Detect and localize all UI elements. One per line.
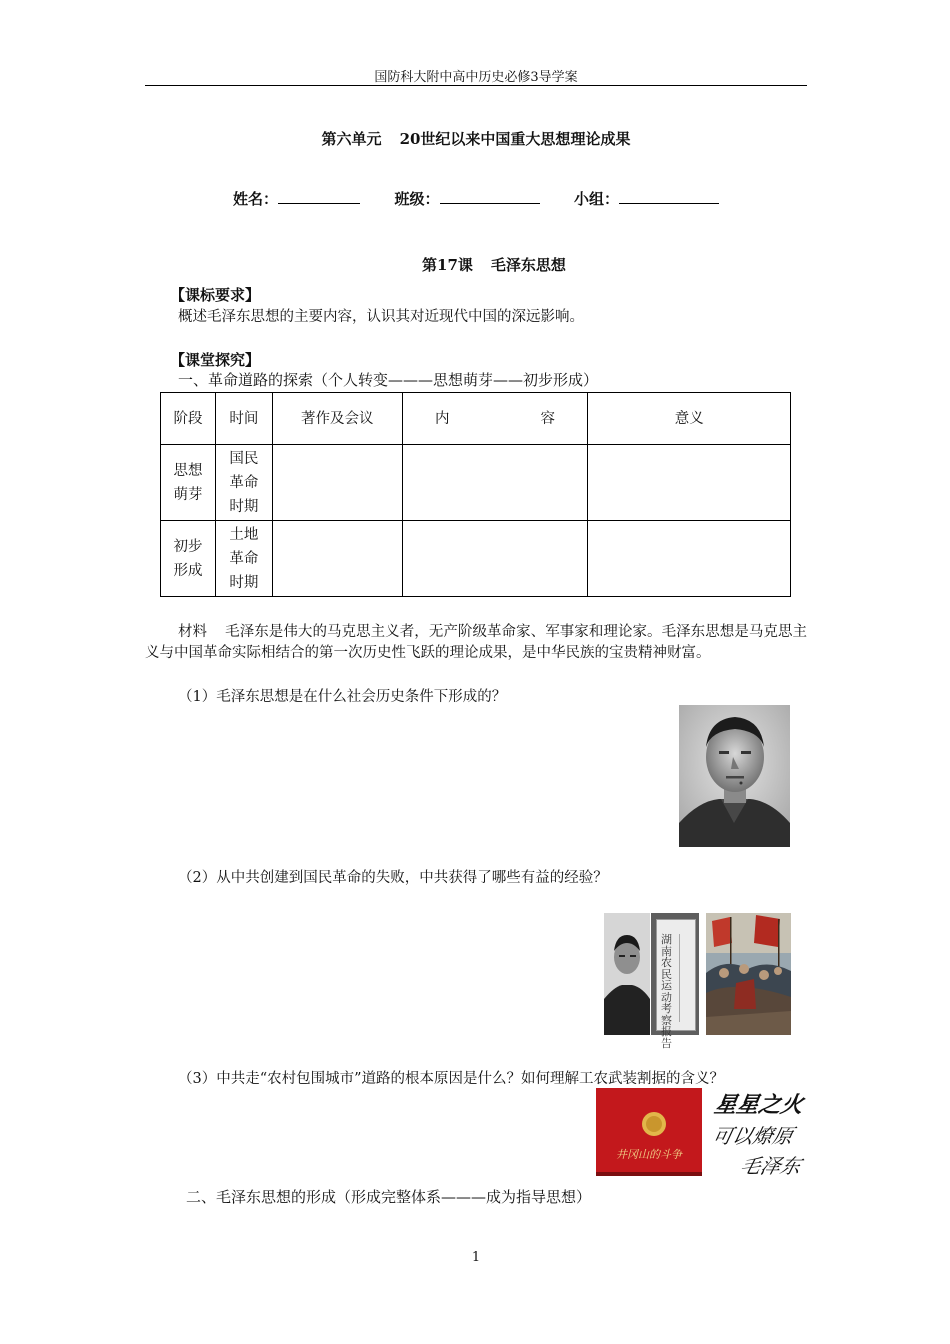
material-label: 材料 (178, 624, 208, 640)
header-time: 时间 (215, 393, 272, 445)
table-header-row (161, 393, 791, 445)
calligraphy-signature: 毛泽东 (737, 1154, 804, 1178)
table-row (161, 445, 791, 521)
section-one-heading: 一、革命道路的探索（个人转变———思想萌芽——初步形成） (178, 371, 599, 389)
book-cover-image (651, 913, 699, 1050)
unit-title (145, 128, 807, 149)
name-label: 姓名： (233, 190, 279, 208)
student-info (145, 188, 807, 209)
lesson-name: 毛泽东思想 (490, 256, 566, 274)
table-row (161, 521, 791, 597)
inquiry-heading: 【课堂探究】 (170, 351, 261, 369)
class-label: 班级： (394, 190, 440, 208)
group-field[interactable] (619, 189, 719, 204)
calligraphy-line-1: 星星之火 (712, 1092, 806, 1118)
unit-theme: 20世纪以来中国重大思想理论成果 (399, 130, 631, 148)
young-mao-photo (604, 913, 650, 1035)
section-two-heading: 二、毛泽东思想的形成（形成完整体系———成为指导思想） (186, 1188, 592, 1206)
calligraphy-image (707, 1088, 807, 1180)
book-title: 湖南农民运动考察报告 (661, 933, 672, 1050)
row-works-cell[interactable] (272, 445, 402, 521)
uprising-painting (706, 913, 791, 1035)
row-stage: 初步形成 (161, 521, 216, 597)
group-label: 小组： (573, 190, 619, 208)
name-field[interactable] (278, 189, 360, 204)
red-book-cover (596, 1088, 702, 1176)
question-3: （3）中共走“农村包围城市”道路的根本原因是什么？如何理解工农武装割据的含义？ (178, 1071, 725, 1087)
page-number: 1 (471, 1250, 481, 1265)
question-2: （2）从中共创建到国民革命的失败，中共获得了哪些有益的经验？ (178, 870, 608, 886)
row-content-cell[interactable] (402, 445, 588, 521)
row-content-cell[interactable] (402, 521, 588, 597)
row-stage: 思想萌芽 (161, 445, 216, 521)
mao-portrait-photo (679, 705, 790, 847)
material-text: 毛泽东是伟大的马克思主义者，无产阶级革命家、军事家和理论家。毛泽东思想是马克思主义与中国革命实际相结合的第一次历史性飞跃的理论成果，是中华民族的宝贵精神财富。 (145, 624, 808, 661)
row-period: 土地革命时期 (215, 521, 272, 597)
calligraphy-line-2: 可以燎原 (710, 1124, 796, 1148)
header-significance: 意义 (588, 393, 791, 445)
header-content: 内容 (402, 393, 588, 445)
class-field[interactable] (440, 189, 540, 204)
row-period: 国民革命时期 (215, 445, 272, 521)
material-paragraph (145, 622, 807, 664)
lesson-title (145, 254, 807, 275)
exploration-table (160, 392, 791, 597)
standard-text: 概述毛泽东思想的主要内容，认识其对近现代中国的深远影响。 (178, 309, 584, 325)
row-significance-cell[interactable] (588, 445, 791, 521)
page-header: 国防科大附中高中历史必修3导学案 (374, 70, 578, 85)
header-works: 著作及会议 (272, 393, 402, 445)
question-1: （1）毛泽东思想是在什么社会历史条件下形成的？ (178, 689, 507, 705)
standard-heading: 【课标要求】 (170, 286, 261, 304)
lesson-number: 第17课 (422, 256, 473, 274)
row-works-cell[interactable] (272, 521, 402, 597)
header-divider (145, 85, 807, 86)
unit-number: 第六单元 (321, 130, 382, 148)
red-cover-title: 井冈山的斗争 (616, 1148, 682, 1161)
header-stage: 阶段 (161, 393, 216, 445)
row-significance-cell[interactable] (588, 521, 791, 597)
